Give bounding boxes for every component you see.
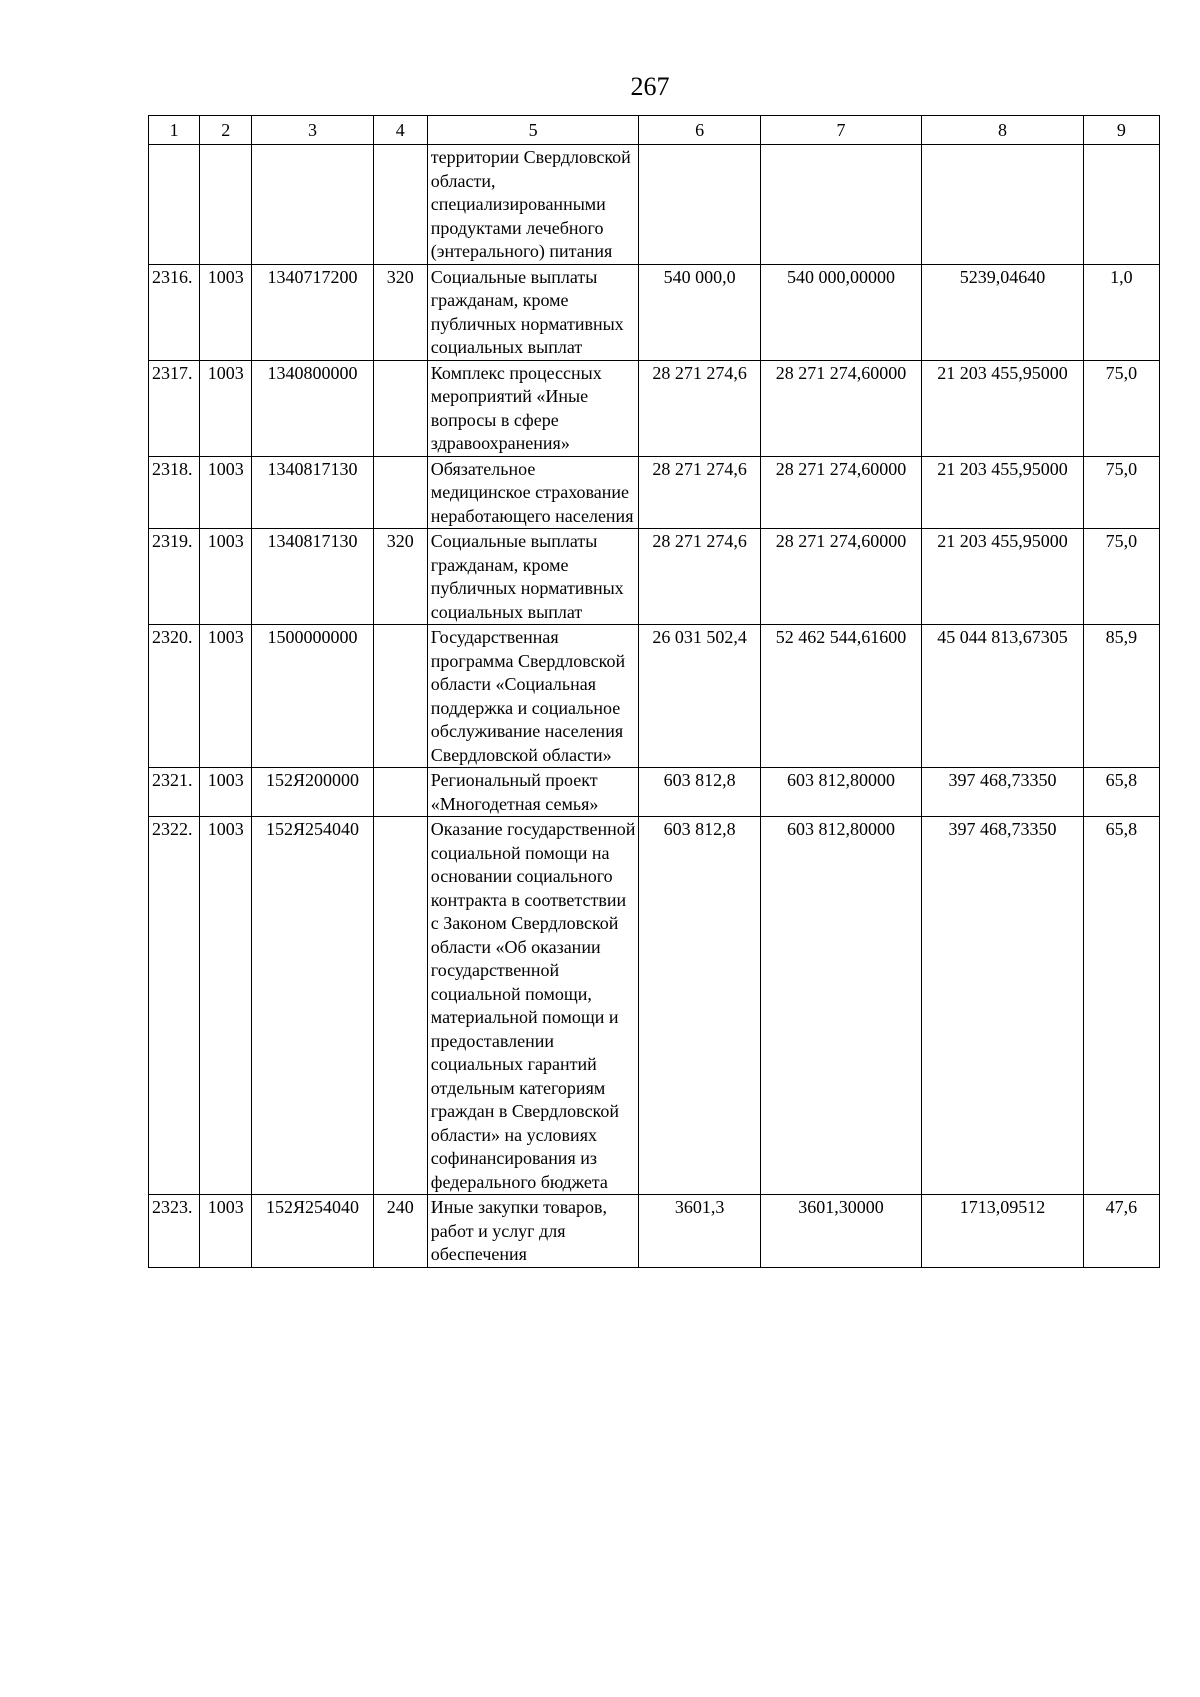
target-article-cell: 1340817130 <box>252 456 373 529</box>
section-code-cell: 1003 <box>200 456 252 529</box>
column-header: 3 <box>252 116 373 145</box>
budget-execution-table <box>148 115 1160 1268</box>
page-number: 267 <box>630 72 670 101</box>
table-row <box>149 360 1160 456</box>
executed-amount-cell: 1713,09512 <box>922 1195 1083 1268</box>
executed-amount-cell: 45 044 813,67305 <box>922 625 1083 768</box>
approved-amount-cell: 3601,3 <box>639 1195 760 1268</box>
target-article-cell: 152Я200000 <box>252 768 373 817</box>
approved-amount-cell: 26 031 502,4 <box>639 625 760 768</box>
target-article-cell: 1340817130 <box>252 529 373 625</box>
expense-kind-cell <box>373 145 427 265</box>
expense-kind-cell: 320 <box>373 529 427 625</box>
percent-cell: 1,0 <box>1083 264 1159 360</box>
approved-amount-cell: 28 271 274,6 <box>639 529 760 625</box>
column-header: 8 <box>922 116 1083 145</box>
item-name-cell: Комплекс процессных мероприятий «Иные вопросы в сфере здравоохранения» <box>427 360 639 456</box>
executed-amount-cell <box>922 145 1083 265</box>
target-article-cell <box>252 145 373 265</box>
table-row <box>149 145 1160 265</box>
plan-amount-cell: 28 271 274,60000 <box>760 529 921 625</box>
percent-cell: 65,8 <box>1083 768 1159 817</box>
target-article-cell: 1340717200 <box>252 264 373 360</box>
column-header: 6 <box>639 116 760 145</box>
section-code-cell <box>200 145 252 265</box>
item-name-cell: Государственная программа Свердловской области «Социальная поддержка и социальное обслуживание населения Свердловской области» <box>427 625 639 768</box>
percent-cell: 75,0 <box>1083 529 1159 625</box>
section-code-cell: 1003 <box>200 1195 252 1268</box>
target-article-cell: 152Я254040 <box>252 817 373 1195</box>
expense-kind-cell <box>373 456 427 529</box>
percent-cell: 75,0 <box>1083 456 1159 529</box>
row-number-cell: 2321. <box>149 768 200 817</box>
item-name-cell: Оказание государственной социальной помощи на основании социального контракта в соответствии с Законом Свердловской области «Об оказании государственной социальной помощи, материальной помощи и предоставлении социальных гарантий отдельным категориям граждан в Свердловской области» на условиях софинансирования из федерального бюджета <box>427 817 639 1195</box>
executed-amount-cell: 21 203 455,95000 <box>922 360 1083 456</box>
item-name-cell: Социальные выплаты гражданам, кроме публичных нормативных социальных выплат <box>427 264 639 360</box>
approved-amount-cell: 603 812,8 <box>639 768 760 817</box>
plan-amount-cell <box>760 145 921 265</box>
section-code-cell: 1003 <box>200 264 252 360</box>
expense-kind-cell <box>373 360 427 456</box>
executed-amount-cell: 21 203 455,95000 <box>922 529 1083 625</box>
percent-cell <box>1083 145 1159 265</box>
item-name-cell: территории Свердловской области, специализированными продуктами лечебного (энтерального) питания <box>427 145 639 265</box>
target-article-cell: 1500000000 <box>252 625 373 768</box>
section-code-cell: 1003 <box>200 625 252 768</box>
table-row <box>149 529 1160 625</box>
column-header: 2 <box>200 116 252 145</box>
table-row <box>149 1195 1160 1268</box>
percent-cell: 47,6 <box>1083 1195 1159 1268</box>
table-row <box>149 625 1160 768</box>
row-number-cell: 2318. <box>149 456 200 529</box>
approved-amount-cell <box>639 145 760 265</box>
executed-amount-cell: 21 203 455,95000 <box>922 456 1083 529</box>
executed-amount-cell: 397 468,73350 <box>922 768 1083 817</box>
column-header: 7 <box>760 116 921 145</box>
approved-amount-cell: 540 000,0 <box>639 264 760 360</box>
column-header: 9 <box>1083 116 1159 145</box>
section-code-cell: 1003 <box>200 768 252 817</box>
row-number-cell <box>149 145 200 265</box>
column-header: 1 <box>149 116 200 145</box>
plan-amount-cell: 540 000,00000 <box>760 264 921 360</box>
target-article-cell: 152Я254040 <box>252 1195 373 1268</box>
percent-cell: 65,8 <box>1083 817 1159 1195</box>
row-number-cell: 2322. <box>149 817 200 1195</box>
column-header: 4 <box>373 116 427 145</box>
item-name-cell: Обязательное медицинское страхование неработающего населения <box>427 456 639 529</box>
expense-kind-cell <box>373 625 427 768</box>
percent-cell: 75,0 <box>1083 360 1159 456</box>
approved-amount-cell: 28 271 274,6 <box>639 360 760 456</box>
executed-amount-cell: 397 468,73350 <box>922 817 1083 1195</box>
table-row <box>149 456 1160 529</box>
item-name-cell: Региональный проект «Многодетная семья» <box>427 768 639 817</box>
expense-kind-cell <box>373 817 427 1195</box>
approved-amount-cell: 28 271 274,6 <box>639 456 760 529</box>
row-number-cell: 2319. <box>149 529 200 625</box>
table-row <box>149 264 1160 360</box>
table-row <box>149 768 1160 817</box>
item-name-cell: Иные закупки товаров, работ и услуг для обеспечения <box>427 1195 639 1268</box>
executed-amount-cell: 5239,04640 <box>922 264 1083 360</box>
approved-amount-cell: 603 812,8 <box>639 817 760 1195</box>
plan-amount-cell: 603 812,80000 <box>760 817 921 1195</box>
table-header-row <box>149 116 1160 145</box>
row-number-cell: 2316. <box>149 264 200 360</box>
percent-cell: 85,9 <box>1083 625 1159 768</box>
row-number-cell: 2317. <box>149 360 200 456</box>
section-code-cell: 1003 <box>200 529 252 625</box>
row-number-cell: 2323. <box>149 1195 200 1268</box>
plan-amount-cell: 3601,30000 <box>760 1195 921 1268</box>
plan-amount-cell: 603 812,80000 <box>760 768 921 817</box>
expense-kind-cell: 240 <box>373 1195 427 1268</box>
table-row <box>149 817 1160 1195</box>
item-name-cell: Социальные выплаты гражданам, кроме публичных нормативных социальных выплат <box>427 529 639 625</box>
plan-amount-cell: 28 271 274,60000 <box>760 360 921 456</box>
plan-amount-cell: 28 271 274,60000 <box>760 456 921 529</box>
expense-kind-cell <box>373 768 427 817</box>
target-article-cell: 1340800000 <box>252 360 373 456</box>
section-code-cell: 1003 <box>200 360 252 456</box>
plan-amount-cell: 52 462 544,61600 <box>760 625 921 768</box>
section-code-cell: 1003 <box>200 817 252 1195</box>
row-number-cell: 2320. <box>149 625 200 768</box>
column-header: 5 <box>427 116 639 145</box>
expense-kind-cell: 320 <box>373 264 427 360</box>
